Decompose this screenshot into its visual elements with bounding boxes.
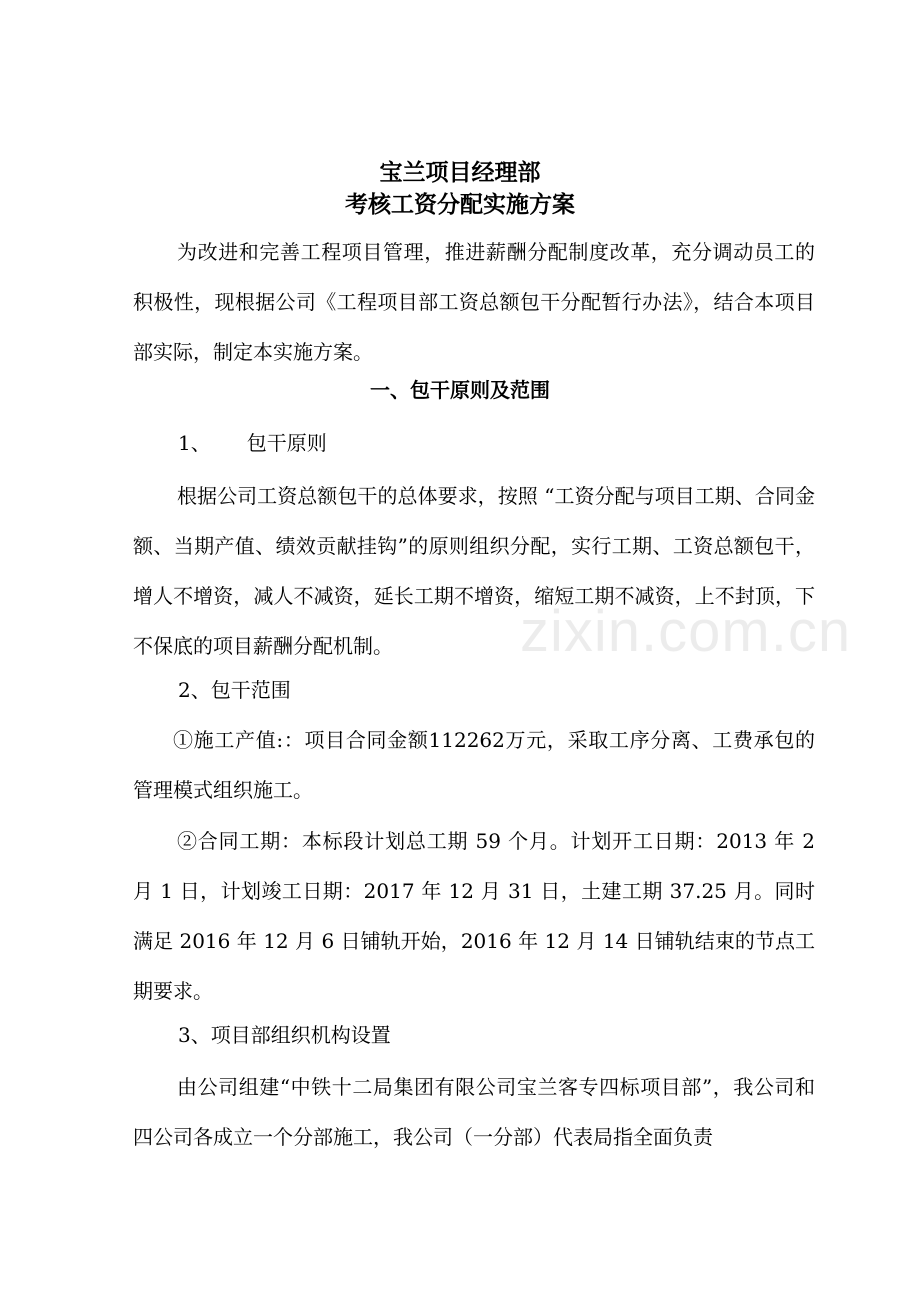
document-title-line2: 考核工资分配实施方案 <box>345 191 575 218</box>
item3-heading: 3、项目部组织机构设置 <box>178 1023 391 1047</box>
item2-heading: 2、包干范围 <box>178 678 291 702</box>
item2-paragraph-1: ①施工产值:：项目合同金额112262万元，采取工序分离、工费承包的管理模式组织施工。 <box>133 728 815 802</box>
document-title-line1: 宝兰项目经理部 <box>379 159 541 186</box>
watermark: zixin.com.cn <box>520 599 852 664</box>
item1-heading <box>178 428 327 458</box>
item1-title: 包干原则 <box>246 431 327 455</box>
item1-paragraph: 根据公司工资总额包干的总体要求，按照 “工资分配与项目工期、合同金额、当期产值、绩效贡献挂钩”的原则组织分配，实行工期、工资总额包干，增人不增资，减人不减资，延长工期不增资，缩短工期不减资，上不封顶，下不保底的项目薪酬分配机制。 <box>133 484 815 658</box>
item3-paragraph: 由公司组建“中铁十二局集团有限公司宝兰客专四标项目部”，我公司和四公司各成立一个分部施工，我公司（一分部）代表局指全面负责 <box>133 1075 815 1149</box>
item1-number: 1、 <box>178 431 211 455</box>
intro-paragraph: 为改进和完善工程项目管理，推进薪酬分配制度改革，充分调动员工的积极性，现根据公司《工程项目部工资总额包干分配暂行办法》，结合本项目部实际，制定本实施方案。 <box>133 240 815 364</box>
section-heading: 一、包干原则及范围 <box>370 378 550 402</box>
item2-paragraph-2: ②合同工期：本标段计划总工期 59 个月。计划开工日期：2013 年 2 月 1 日，计划竣工日期：2017 年 12 月 31 日，土建工期 37.25 月。同时满足 2016 年 12 月 6 日铺轨开始，2016 年 12 月 14 日铺轨结束的节点工期要求。 <box>133 829 815 1003</box>
